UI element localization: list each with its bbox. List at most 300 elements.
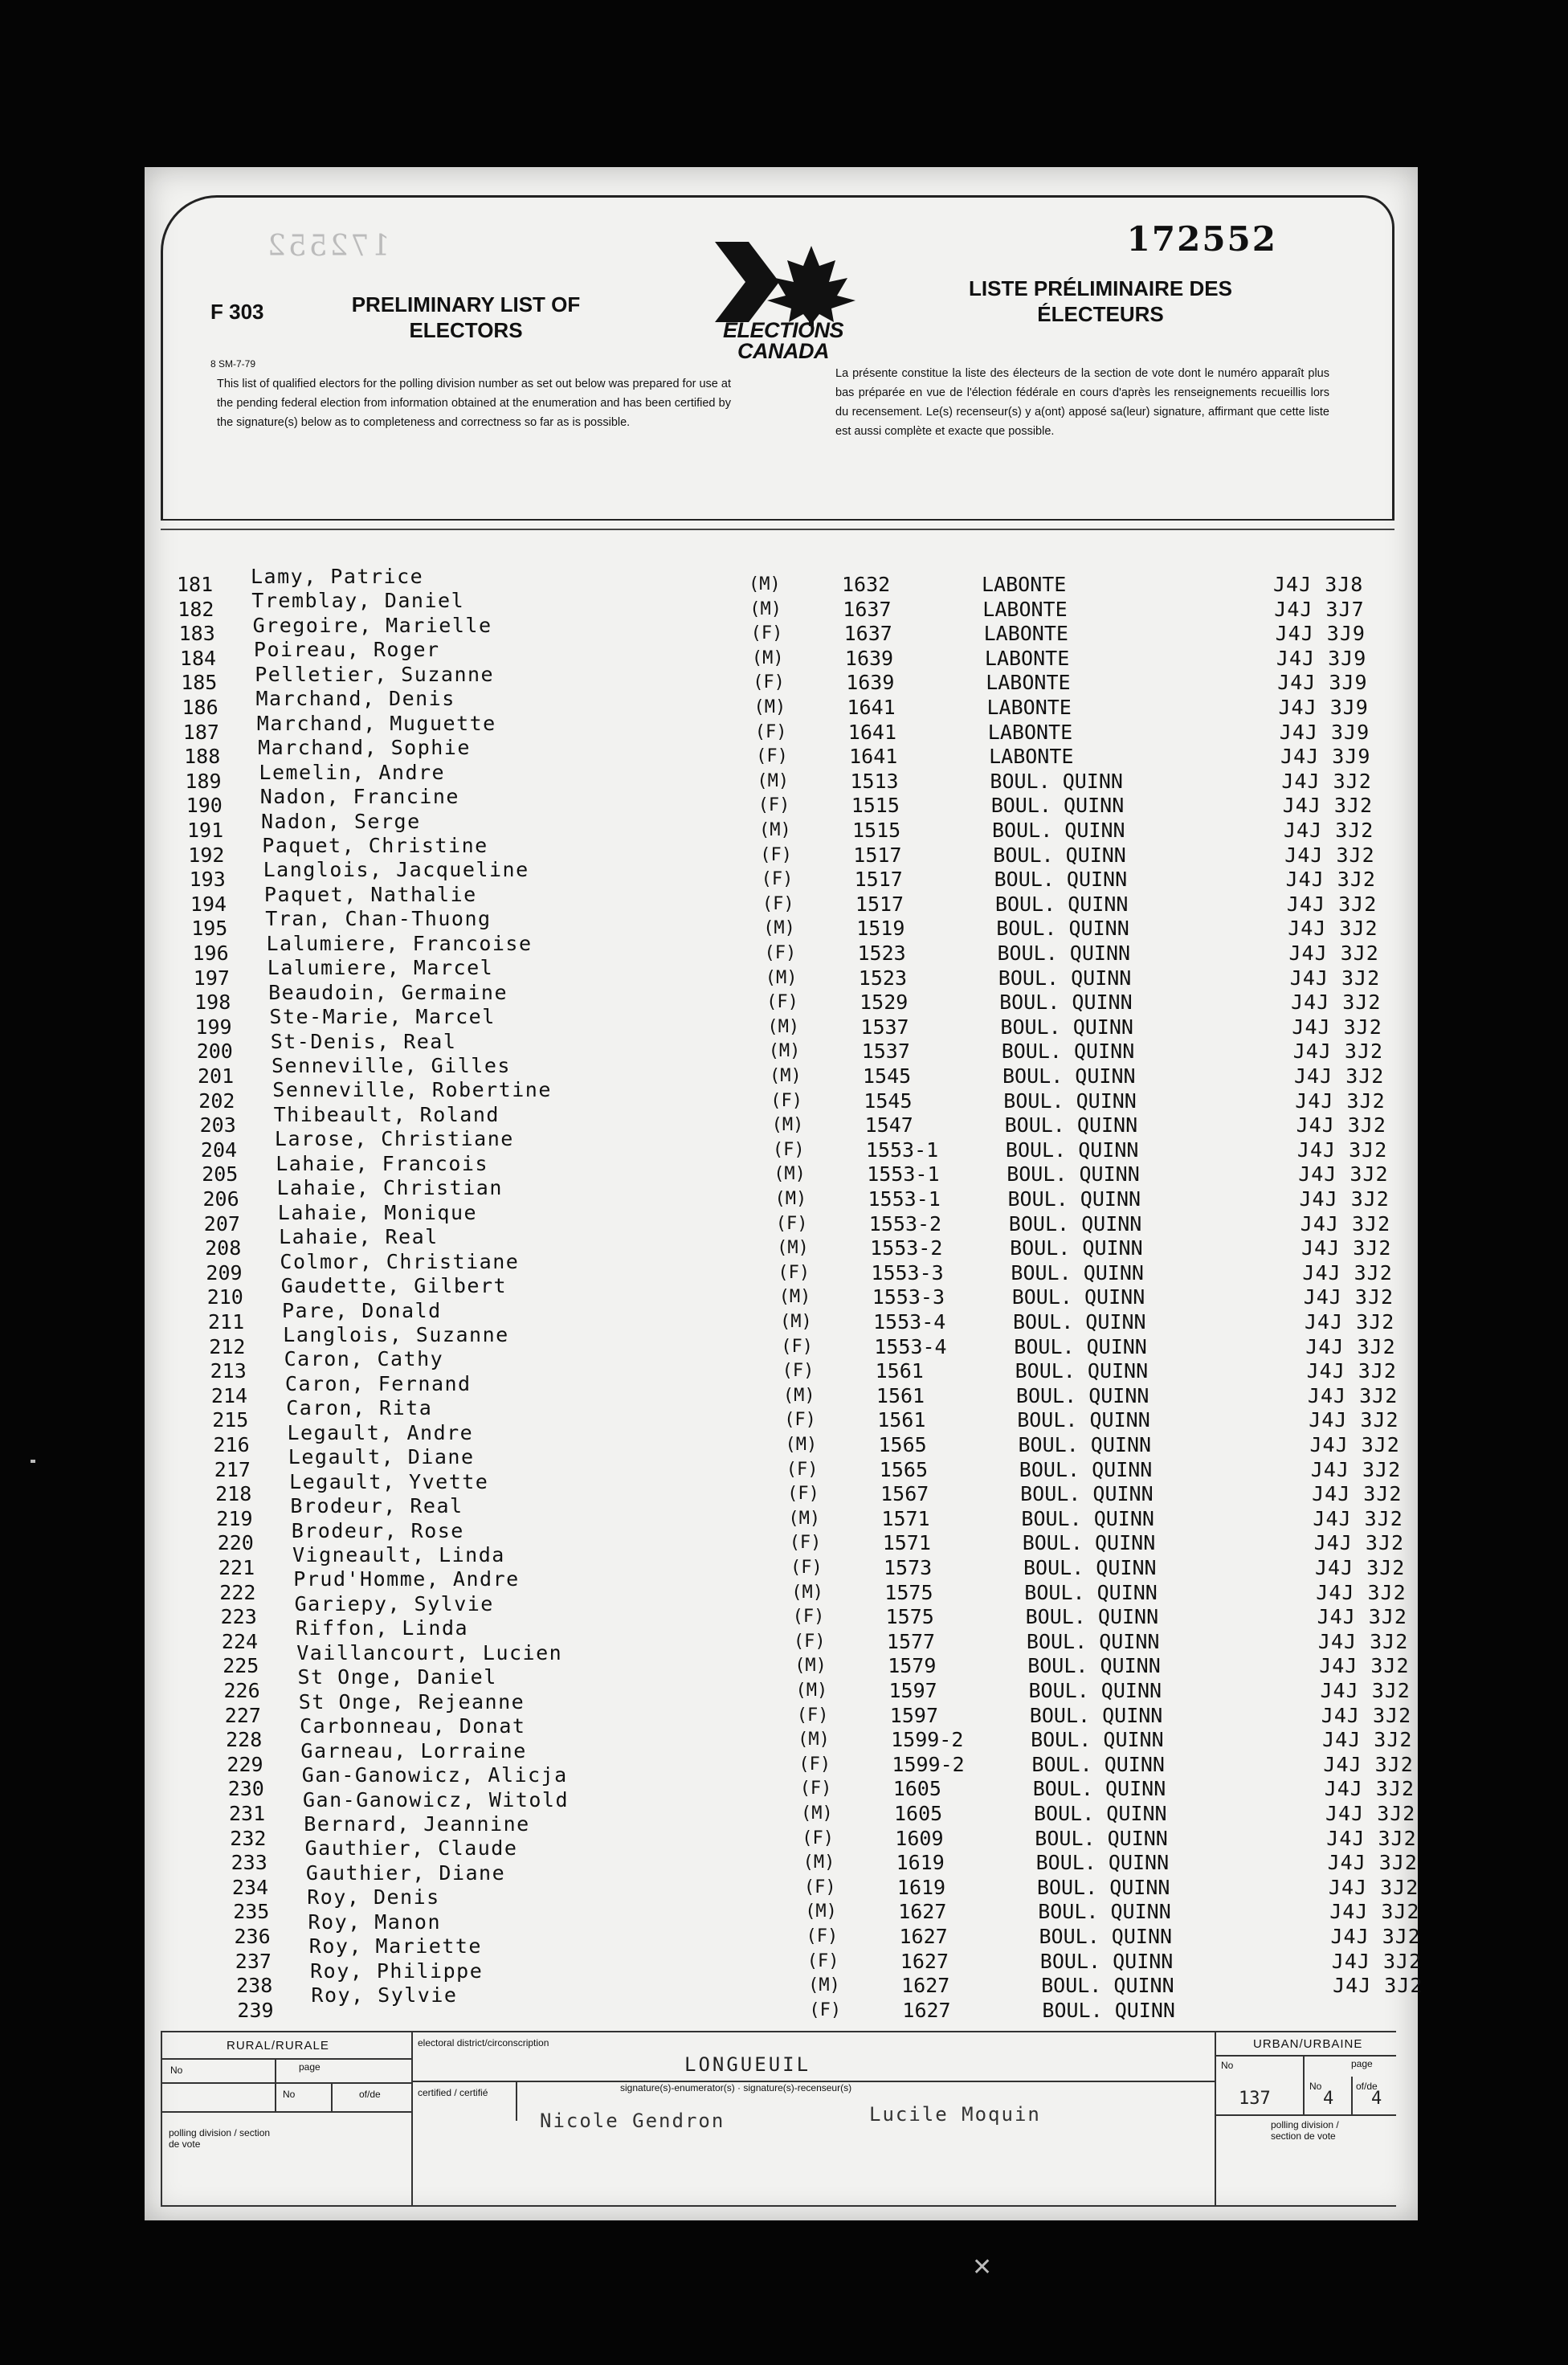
street-name: BOUL. QUINN — [1003, 1089, 1137, 1113]
elector-sex: (M) — [757, 770, 790, 791]
elector-name: Paquet, Nathalie — [263, 882, 477, 906]
row-number: 187 — [182, 720, 219, 744]
elector-sex: (F) — [754, 721, 787, 742]
postal-code: J4J 3J2 — [1309, 1433, 1400, 1456]
elector-name: Ste-Marie, Marcel — [269, 1005, 496, 1029]
postal-code: J4J 3J2 — [1324, 1777, 1415, 1801]
elector-sex: (F) — [784, 1410, 816, 1431]
street-name: LABONTE — [982, 597, 1068, 621]
civic-number: 1627 — [901, 1974, 950, 1998]
elector-name: Gregoire, Marielle — [252, 613, 492, 637]
elector-sex: (F) — [781, 1336, 814, 1357]
postal-code: J4J 3J2 — [1330, 1925, 1421, 1948]
civic-number: 1597 — [889, 1703, 939, 1727]
elector-name: Legault, Yvette — [289, 1469, 489, 1493]
signature-enumerator-2: Lucile Moquin — [869, 2103, 1041, 2126]
street-name: BOUL. QUINN — [1007, 1187, 1141, 1211]
street-name: BOUL. QUINN — [1021, 1506, 1154, 1530]
row-number: 200 — [196, 1040, 233, 1064]
civic-number: 1571 — [881, 1506, 930, 1530]
street-name: BOUL. QUINN — [1005, 1138, 1139, 1162]
elector-name: Nadon, Serge — [261, 809, 421, 833]
elector-sex: (M) — [780, 1312, 812, 1332]
row-number: 193 — [189, 868, 226, 892]
civic-number: 1605 — [892, 1777, 941, 1801]
elector-name: Tremblay, Daniel — [251, 589, 465, 613]
elector-sex: (F) — [757, 795, 790, 816]
elector-sex: (M) — [753, 697, 786, 717]
elector-sex: (F) — [786, 1459, 819, 1480]
urban-label: URBAN/URBAINE — [1253, 2037, 1363, 2051]
elector-name: Brodeur, Rose — [291, 1518, 464, 1542]
elector-name: Vigneault, Linda — [292, 1543, 505, 1566]
row-number: 189 — [185, 769, 222, 793]
elector-name: Marchand, Denis — [255, 687, 455, 711]
row-number: 239 — [237, 1998, 274, 2022]
row-number: 217 — [214, 1457, 251, 1481]
civic-number: 1575 — [884, 1580, 933, 1604]
street-name: BOUL. QUINN — [992, 819, 1125, 842]
row-number: 219 — [216, 1506, 253, 1530]
civic-number: 1599-2 — [892, 1752, 965, 1776]
row-number: 190 — [186, 794, 223, 818]
civic-number: 1641 — [847, 696, 896, 719]
elector-name: Lahaie, Francois — [276, 1151, 489, 1175]
street-name: BOUL. QUINN — [994, 892, 1129, 916]
row-number: 210 — [206, 1285, 243, 1309]
postal-code: J4J 3J2 — [1299, 1187, 1390, 1211]
elector-name: Roy, Manon — [308, 1910, 442, 1934]
row-number: 222 — [219, 1580, 256, 1604]
elector-sex: (F) — [792, 1607, 825, 1628]
street-name: BOUL. QUINN — [1018, 1433, 1152, 1456]
postal-code: J4J 3J2 — [1284, 819, 1374, 842]
scan-dot — [31, 1460, 35, 1463]
civic-number: 1637 — [843, 622, 892, 646]
elector-name: Legault, Diane — [288, 1445, 475, 1469]
postal-code: J4J 3J2 — [1286, 892, 1378, 916]
street-name: BOUL. QUINN — [1039, 1925, 1173, 1948]
elector-name: St-Denis, Real — [270, 1029, 457, 1053]
postal-code: J4J 3J9 — [1276, 646, 1367, 670]
elector-sex: (M) — [802, 1852, 835, 1873]
civic-number: 1571 — [882, 1531, 931, 1555]
postal-code: J4J 3J2 — [1313, 1531, 1405, 1555]
postal-code: J4J 3J2 — [1319, 1654, 1410, 1678]
street-name: LABONTE — [984, 646, 1070, 670]
elector-name: Poireau, Roger — [253, 638, 440, 662]
postal-code: J4J 3J2 — [1301, 1236, 1392, 1260]
elector-sex: (M) — [774, 1189, 807, 1209]
scan-mark: ✕ — [972, 2254, 993, 2281]
street-name: BOUL. QUINN — [999, 991, 1133, 1015]
polling-division-label-left: polling division / section de vote — [169, 2127, 271, 2150]
row-number: 195 — [191, 917, 228, 941]
row-number: 206 — [202, 1187, 239, 1211]
street-name: BOUL. QUINN — [1008, 1211, 1142, 1236]
elector-name: Pare, Donald — [282, 1298, 442, 1322]
postal-code: J4J 3J2 — [1285, 868, 1376, 892]
elector-sex: (M) — [774, 1164, 806, 1185]
postal-code: J4J 3J2 — [1320, 1679, 1411, 1702]
elector-name: Gauthier, Diane — [305, 1861, 506, 1885]
postal-code: J4J 3J9 — [1279, 720, 1370, 744]
row-number: 197 — [193, 966, 230, 990]
street-name: BOUL. QUINN — [1029, 1703, 1163, 1727]
elector-name: Gan-Ganowicz, Witold — [303, 1787, 570, 1812]
elector-name: Caron, Cathy — [284, 1347, 444, 1371]
elector-sex: (F) — [762, 893, 794, 914]
civic-number: 1567 — [880, 1482, 929, 1506]
civic-number: 1639 — [844, 646, 894, 670]
elector-sex: (M) — [777, 1238, 809, 1259]
polling-division-label-right: polling division / section de vote — [1271, 2119, 1339, 2142]
elector-sex: (M) — [794, 1656, 827, 1677]
postal-code: J4J 3J9 — [1277, 671, 1368, 695]
street-name: BOUL. QUINN — [1010, 1236, 1143, 1260]
elector-sex: (M) — [808, 1975, 840, 1996]
street-name: BOUL. QUINN — [998, 966, 1132, 990]
elector-sex: (F) — [756, 746, 788, 767]
civic-number: 1575 — [885, 1605, 934, 1629]
row-number: 228 — [226, 1728, 263, 1752]
postal-code: J4J 3J2 — [1317, 1629, 1409, 1653]
elector-sex: (M) — [765, 967, 798, 988]
elector-name: Roy, Mariette — [308, 1934, 482, 1959]
street-name: LABONTE — [989, 745, 1074, 769]
urban-page-no-label: No — [1309, 2081, 1322, 2092]
street-name: BOUL. QUINN — [1028, 1679, 1162, 1702]
elector-sex: (M) — [751, 647, 784, 668]
postal-code: J4J 3J2 — [1305, 1334, 1396, 1358]
civic-number: 1517 — [854, 868, 903, 892]
elector-name: Gan-Ganowicz, Alicja — [301, 1763, 568, 1787]
row-number: 199 — [195, 1015, 232, 1039]
civic-number: 1561 — [877, 1408, 926, 1432]
serial-number: 172552 — [1126, 219, 1277, 259]
elector-sex: (F) — [809, 1999, 842, 2020]
postal-code: J4J 3J2 — [1288, 942, 1379, 965]
row-number: 201 — [198, 1064, 235, 1088]
row-number: 212 — [209, 1334, 246, 1358]
row-number: 194 — [190, 892, 227, 916]
civic-number: 1577 — [886, 1629, 936, 1653]
row-number: 231 — [229, 1802, 266, 1825]
row-number: 236 — [234, 1925, 271, 1948]
intro-french: La présente constitue la liste des électeurs de la section de vote dont le numéro apparaît plus bas préparée en vue de l'élection fédérale en cours d'après les renseignements recueillis lors du recensement. Le(s) recenseur(s) y a(ont) apposé sa(leur) signature, affirmant que cette liste est aussi complète et exacte que possible. — [835, 367, 1329, 438]
row-number: 218 — [215, 1482, 252, 1506]
form-date-code: 8 SM-7-79 — [210, 358, 256, 370]
row-number: 204 — [200, 1138, 238, 1162]
postal-code: J4J 3J2 — [1326, 1826, 1417, 1850]
title-french: LISTE PRÉLIMINAIRE DES ÉLECTEURS — [969, 276, 1232, 326]
postal-code: J4J 3J2 — [1322, 1728, 1413, 1752]
civic-number: 1523 — [858, 966, 908, 990]
elector-name: Beaudoin, Germaine — [268, 980, 508, 1004]
elector-name: Vaillancourt, Lucien — [296, 1640, 563, 1664]
form-number: F 303 — [210, 300, 264, 324]
postal-code: J4J 3J2 — [1300, 1211, 1391, 1236]
street-name: BOUL. QUINN — [1020, 1482, 1154, 1506]
street-name: BOUL. QUINN — [1038, 1900, 1171, 1924]
civic-number: 1553-1 — [867, 1162, 940, 1187]
postal-code: J4J 3J2 — [1316, 1580, 1407, 1604]
elector-name: Lahaie, Monique — [277, 1200, 478, 1224]
civic-number: 1609 — [895, 1826, 944, 1850]
civic-number: 1605 — [894, 1802, 943, 1825]
postal-code: J4J 3J2 — [1289, 966, 1381, 990]
street-name: LABONTE — [987, 720, 1073, 744]
logo-line-2: CANADA — [737, 339, 829, 363]
civic-number: 1627 — [900, 1949, 949, 1973]
elector-name: Bernard, Jeannine — [304, 1812, 530, 1836]
elector-name: Tran, Chan-Thuong — [265, 907, 492, 931]
civic-number: 1639 — [846, 671, 895, 695]
civic-number: 1519 — [856, 917, 905, 941]
street-name: BOUL. QUINN — [1026, 1629, 1160, 1653]
row-number: 185 — [181, 671, 218, 695]
street-name: LABONTE — [986, 696, 1072, 719]
civic-number: 1529 — [860, 991, 909, 1015]
row-number: 227 — [224, 1703, 261, 1727]
civic-number: 1632 — [842, 573, 891, 596]
street-name: BOUL. QUINN — [1011, 1285, 1145, 1309]
street-name: BOUL. QUINN — [990, 794, 1125, 818]
street-name: BOUL. QUINN — [1014, 1334, 1147, 1358]
elector-sex: (F) — [803, 1877, 836, 1897]
row-number: 202 — [198, 1089, 235, 1113]
civic-number: 1627 — [898, 1900, 947, 1924]
elector-sex: (M) — [805, 1901, 837, 1922]
page-number: 4 — [1323, 2089, 1334, 2109]
street-name: BOUL. QUINN — [1001, 1040, 1135, 1064]
row-number: 232 — [230, 1826, 267, 1850]
elector-name: Senneville, Gilles — [272, 1054, 511, 1077]
postal-code: J4J 3J2 — [1309, 1408, 1399, 1432]
row-number: 223 — [220, 1605, 257, 1629]
postal-code: J4J 3J2 — [1310, 1457, 1402, 1481]
civic-number: 1553-1 — [865, 1138, 939, 1162]
elector-sex: (M) — [788, 1508, 821, 1529]
footer-box — [161, 2031, 1396, 2207]
elector-name: Thibeault, Roland — [273, 1102, 500, 1126]
civic-number: 1561 — [876, 1383, 925, 1407]
civic-number: 1619 — [896, 1875, 946, 1899]
street-name: BOUL. QUINN — [1015, 1383, 1149, 1407]
street-name: LABONTE — [982, 573, 1067, 596]
postal-code: J4J 3J2 — [1294, 1064, 1385, 1088]
elector-name: Lalumiere, Francoise — [266, 931, 533, 955]
street-name: BOUL. QUINN — [1019, 1457, 1153, 1481]
civic-number: 1599-2 — [891, 1728, 964, 1752]
civic-number: 1553-3 — [872, 1285, 945, 1309]
elector-sex: (M) — [768, 1041, 801, 1062]
elector-sex: (F) — [760, 844, 793, 865]
elector-sex: (M) — [798, 1730, 830, 1750]
elector-name: Carbonneau, Donat — [300, 1714, 526, 1738]
street-name: BOUL. QUINN — [1036, 1875, 1170, 1899]
street-name: BOUL. QUINN — [1017, 1408, 1150, 1432]
row-number: 225 — [223, 1654, 259, 1678]
rural-page-no-label: No — [283, 2089, 296, 2100]
elector-sex: (F) — [806, 1926, 839, 1946]
street-name: BOUL. QUINN — [994, 868, 1128, 892]
elector-name: Colmor, Christiane — [280, 1249, 520, 1273]
street-name: BOUL. QUINN — [996, 917, 1129, 941]
row-number: 224 — [221, 1629, 259, 1653]
civic-number: 1523 — [857, 942, 906, 965]
postal-code: J4J 3J2 — [1284, 843, 1375, 867]
elector-sex: (F) — [766, 992, 798, 1013]
elector-name: Marchand, Muguette — [256, 711, 496, 735]
street-name: BOUL. QUINN — [1035, 1826, 1168, 1850]
row-number: 221 — [218, 1556, 255, 1579]
civic-number: 1561 — [875, 1359, 924, 1383]
civic-number: 1553-3 — [871, 1260, 944, 1285]
rural-label: RURAL/RURALE — [227, 2039, 329, 2053]
elector-name: St Onge, Rejeanne — [298, 1689, 525, 1714]
postal-code: J4J 3J2 — [1296, 1138, 1388, 1162]
elector-sex: (F) — [753, 672, 785, 693]
street-name: BOUL. QUINN — [1035, 1851, 1170, 1875]
elector-sex: (F) — [778, 1262, 811, 1283]
row-number: 182 — [178, 597, 214, 621]
civic-number: 1573 — [884, 1556, 933, 1579]
signature-enumerator-1: Nicole Gendron — [540, 2110, 725, 2132]
row-number: 226 — [223, 1679, 260, 1702]
postal-code: J4J 3J2 — [1291, 991, 1382, 1015]
elector-name: Langlois, Jacqueline — [263, 858, 529, 882]
postal-code: J4J 3J2 — [1295, 1089, 1386, 1113]
postal-code: J4J 3J9 — [1280, 745, 1371, 769]
elector-sex: (F) — [770, 1090, 803, 1111]
elector-name: Roy, Philippe — [310, 1959, 484, 1983]
elector-sex: (F) — [764, 943, 797, 963]
street-name: BOUL. QUINN — [1024, 1580, 1158, 1604]
urban-page-label: page — [1351, 2058, 1373, 2069]
row-number: 230 — [227, 1777, 264, 1801]
elector-sex: (M) — [749, 574, 781, 594]
civic-number: 1641 — [849, 745, 898, 769]
elections-canada-logo — [699, 238, 884, 374]
row-number: 192 — [188, 843, 225, 867]
elector-sex: (F) — [796, 1705, 829, 1726]
row-number: 208 — [205, 1236, 242, 1260]
row-number: 233 — [231, 1851, 267, 1875]
postal-code: J4J 3J2 — [1305, 1310, 1395, 1334]
postal-code: J4J 3J2 — [1321, 1703, 1412, 1727]
elector-sex: (M) — [749, 598, 782, 619]
postal-code: J4J 3J8 — [1273, 573, 1364, 596]
postal-code: J4J 3J2 — [1303, 1285, 1394, 1309]
elector-sex: (F) — [775, 1213, 808, 1234]
logo-text — [699, 320, 868, 361]
street-name: BOUL. QUINN — [993, 843, 1126, 867]
elector-name: Roy, Denis — [307, 1885, 440, 1910]
elector-sex: (M) — [763, 918, 795, 939]
postal-code: J4J 3J2 — [1313, 1506, 1403, 1530]
row-number: 215 — [212, 1408, 249, 1432]
civic-number: 1545 — [864, 1089, 913, 1113]
elector-sex: (M) — [759, 820, 791, 840]
row-number: 220 — [217, 1531, 254, 1555]
civic-number: 1515 — [852, 819, 901, 842]
civic-number: 1597 — [888, 1679, 937, 1702]
street-name: BOUL. QUINN — [1022, 1531, 1156, 1555]
civic-number: 1619 — [896, 1851, 945, 1875]
street-name: BOUL. QUINN — [1011, 1260, 1144, 1285]
elector-sex: (F) — [789, 1533, 822, 1554]
civic-number: 1515 — [851, 794, 900, 818]
postal-code: J4J 3J2 — [1292, 1015, 1382, 1039]
certified-label: certified / certifié — [418, 2087, 488, 2098]
row-number: 216 — [213, 1433, 250, 1456]
elector-sex: (M) — [782, 1385, 815, 1406]
urban-of-label: of/de — [1356, 2081, 1378, 2092]
row-number: 213 — [210, 1359, 247, 1383]
postal-code: J4J 3J2 — [1302, 1260, 1393, 1285]
street-name: BOUL. QUINN — [1027, 1654, 1161, 1678]
elector-name: Prud'Homme, Andre — [293, 1567, 520, 1591]
elector-name: Legault, Andre — [287, 1420, 474, 1444]
elector-name: Senneville, Robertine — [272, 1078, 552, 1102]
elector-sex: (F) — [787, 1484, 819, 1505]
civic-number: 1565 — [878, 1433, 927, 1456]
street-name: BOUL. QUINN — [1002, 1064, 1136, 1088]
civic-number: 1579 — [888, 1654, 937, 1678]
row-number: 186 — [182, 696, 218, 719]
elector-sex: (M) — [795, 1681, 828, 1701]
district-value: LONGUEUIL — [684, 2053, 811, 2076]
postal-code: J4J 3J9 — [1275, 622, 1366, 646]
postal-code: J4J 3J2 — [1306, 1359, 1397, 1383]
civic-number: 1627 — [902, 1998, 951, 2022]
row-number: 237 — [235, 1949, 272, 1973]
rural-page-label: page — [299, 2061, 321, 2073]
postal-code: J4J 3J2 — [1298, 1162, 1389, 1187]
civic-number: 1545 — [863, 1064, 912, 1088]
elector-name: Nadon, Francine — [259, 785, 459, 809]
title-english: PRELIMINARY LIST OF ELECTORS — [351, 292, 581, 342]
polling-division-number: 137 — [1239, 2089, 1271, 2109]
civic-number: 1537 — [861, 1040, 910, 1064]
postal-code: J4J 3J2 — [1327, 1851, 1418, 1875]
district-label: electoral district/circonscription — [418, 2037, 549, 2048]
street-name: BOUL. QUINN — [1004, 1113, 1138, 1138]
postal-code: J4J 3J2 — [1328, 1875, 1419, 1899]
civic-number: 1547 — [864, 1113, 913, 1138]
elector-name: St Onge, Daniel — [297, 1665, 497, 1689]
elector-sex: (M) — [771, 1115, 804, 1136]
elector-sex: (M) — [778, 1287, 811, 1308]
civic-number: 1553-2 — [870, 1236, 943, 1260]
row-number: 198 — [194, 991, 231, 1015]
elector-name: Caron, Rita — [286, 1396, 433, 1420]
page-total: 4 — [1371, 2089, 1382, 2109]
postal-code: J4J 3J2 — [1325, 1802, 1416, 1825]
postal-code: J4J 3J9 — [1278, 696, 1369, 719]
civic-number: 1513 — [850, 769, 899, 793]
signatures-label: signature(s)-enumerator(s) · signature(s)-recenseur(s) — [620, 2082, 852, 2093]
rural-no-label: No — [170, 2065, 183, 2076]
row-number: 203 — [199, 1113, 236, 1138]
electors-list-page — [145, 167, 1423, 2220]
elector-sex: (M) — [801, 1803, 833, 1824]
elector-sex: (M) — [770, 1066, 802, 1086]
civic-number: 1553-4 — [873, 1310, 946, 1334]
row-number: 184 — [179, 646, 217, 670]
row-number: 209 — [206, 1260, 243, 1285]
